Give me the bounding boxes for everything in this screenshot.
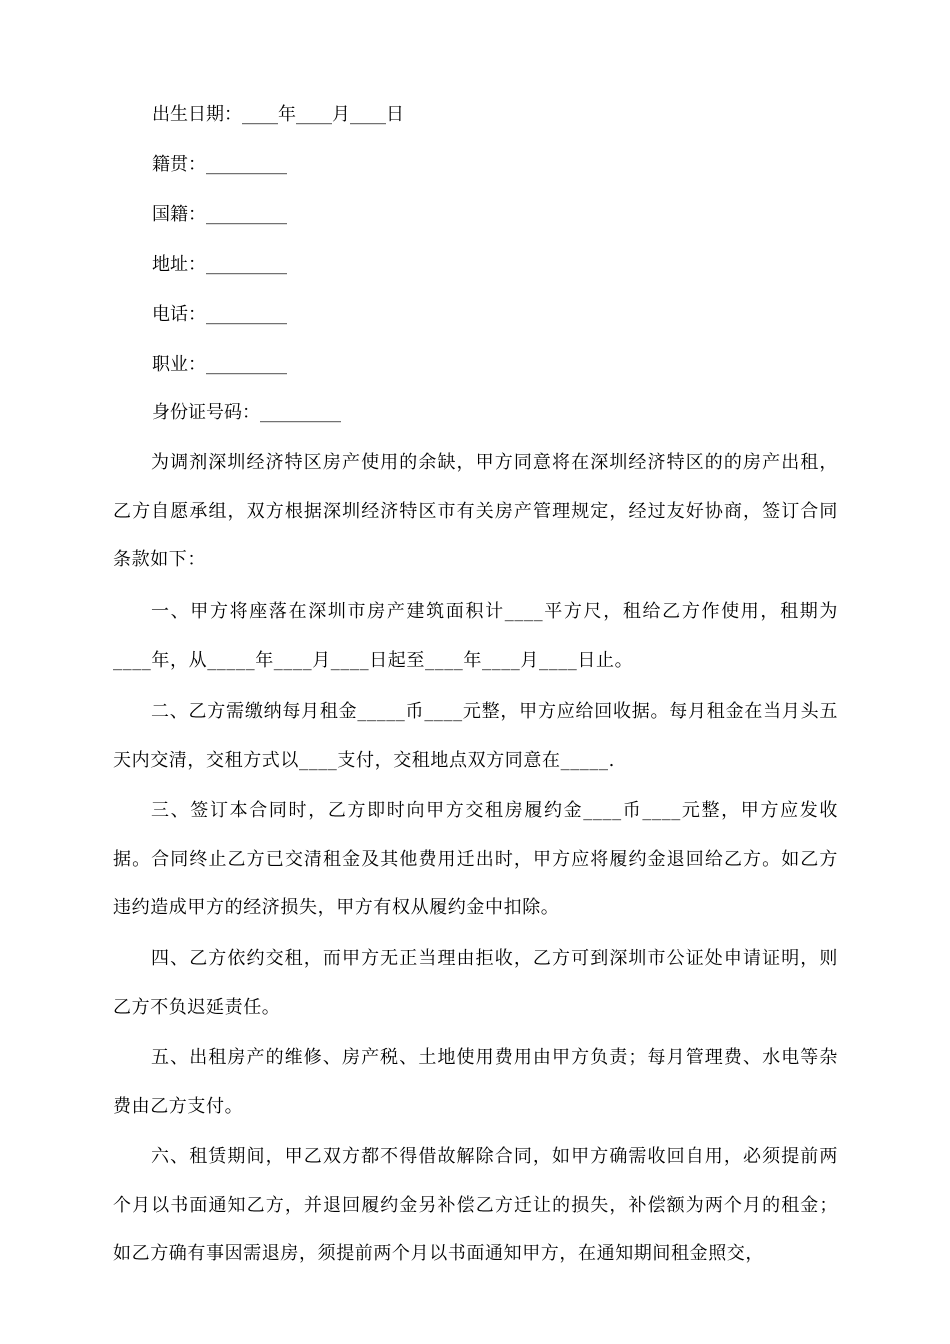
clause-2: 二、乙方需缴纳每月租金_____币____元整，甲方应给回收据。每月租金在当月头五天内交清，交租方式以____支付，交租地点双方同意在_____. [113, 701, 838, 771]
paragraph-intro: 为调剂深圳经济特区房产使用的余缺，甲方同意将在深圳经济特区的的房产出租，乙方自愿承组，双方根据深圳经济特区市有关房产管理规定，经过友好协商，签订合同条款如下： [113, 452, 838, 570]
field-birth-date: 出生日期：____年____月____日 [152, 104, 404, 125]
field-nationality: 国籍：_________ [152, 204, 287, 225]
clause-6: 六、租赁期间，甲乙双方都不得借故解除合同，如甲方确需收回自用，必须提前两个月以书面通知乙方，并退回履约金另补偿乙方迁让的损失，补偿额为两个月的租金；如乙方确有事因需退房，须提前两个月以书面通知甲方，在通知期间租金照交， [113, 1146, 838, 1264]
field-address: 地址：_________ [152, 254, 287, 275]
clause-5: 五、出租房产的维修、房产税、土地使用费用由甲方负责；每月管理费、水电等杂费由乙方支付。 [113, 1047, 838, 1117]
clause-4: 四、乙方依约交租，而甲方无正当理由拒收，乙方可到深圳市公证处申请证明，则乙方不负迟延责任。 [113, 948, 838, 1018]
field-native-place: 籍贯：_________ [152, 154, 287, 175]
field-phone: 电话：_________ [152, 304, 287, 325]
clause-3: 三、签订本合同时，乙方即时向甲方交租房履约金____币____元整，甲方应发收据。合同终止乙方已交清租金及其他费用迁出时，甲方应将履约金退回给乙方。如乙方违约造成甲方的经济损失，甲方有权从履约金中扣除。 [113, 800, 838, 918]
clause-1: 一、甲方将座落在深圳市房产建筑面积计____平方尺，租给乙方作使用，租期为____年，从_____年____月____日起至____年____月____日止。 [113, 601, 838, 671]
field-id-number: 身份证号码：_________ [152, 402, 341, 423]
field-occupation: 职业：_________ [152, 354, 287, 375]
